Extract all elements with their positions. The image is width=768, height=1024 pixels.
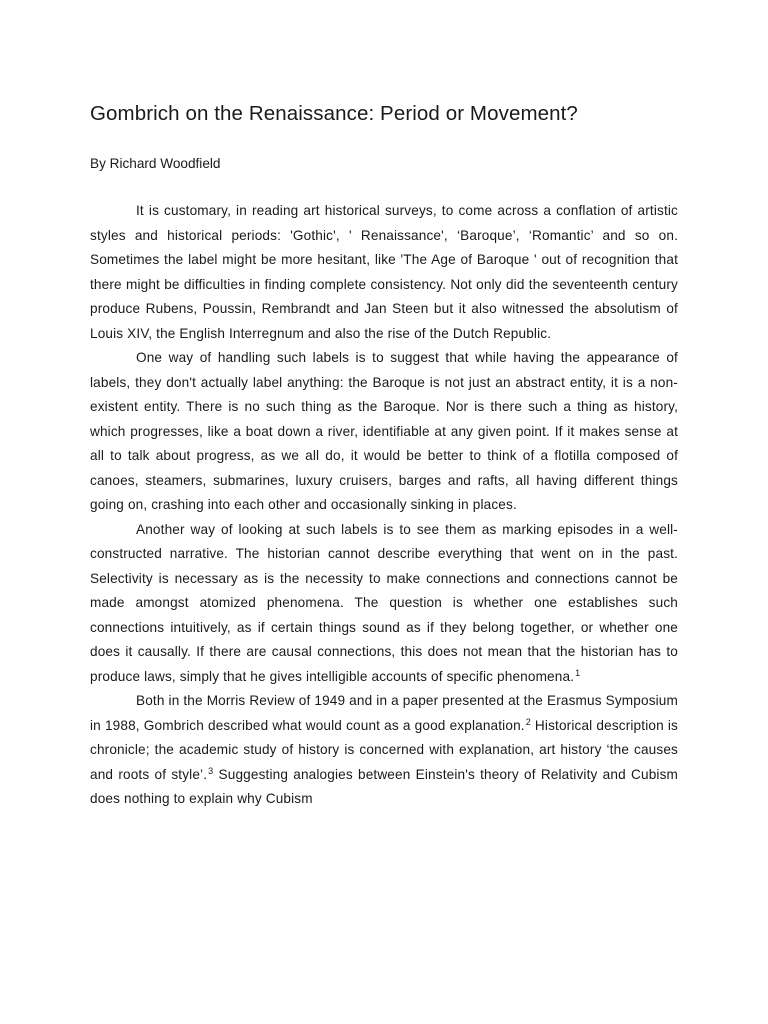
footnote-marker: 2 [525,716,531,727]
document-page [90,98,678,812]
body-text [90,199,678,812]
paragraph-text: Both in the Morris Review of 1949 and in a paper presented at the Erasmus Symposium in 1988, Gombrich described what would count as a good explanation. [90,693,678,733]
body-paragraph [90,346,678,518]
body-paragraph [90,518,678,690]
paragraph-text: Suggesting analogies between Einstein's theory of Relativity and Cubism does nothing to explain why Cubism [90,766,678,806]
paragraph-text: Another way of looking at such labels is to see them as marking episodes in a well-constructed narrative. The historian cannot describe everything that went on in the past. Selectivity is necessary as is the necessity to make connections and connections cannot be made amongst atomized phenomena. The question is whether one establishes such connections intuitively, as if certain things sound as if they belong together, or whether one does it causally. If there are causal connections, this does not mean that the historian has to produce laws, simply that he gives intelligible accounts of specific phenomena. [90,521,678,684]
body-paragraph [90,689,678,812]
footnote-marker: 3 [208,765,214,776]
paragraph-text: It is customary, in reading art historical surveys, to come across a conflation of artistic styles and historical periods: 'Gothic', ' Renaissance', ‘Baroque’, ‘Romantic’ and so on. Sometimes the label might be more hesitant, like 'The Age of Baroque ' out of recognition that there might be difficulties in finding complete consistency. Not only did the seventeenth century produce Rubens, Poussin, Rembrandt and Jan Steen but it also witnessed the absolutism of Louis XIV, the English Interregnum and also the rise of the Dutch Republic. [90,203,678,341]
paragraph-text: One way of handling such labels is to suggest that while having the appearance of labels, they don't actually label anything: the Baroque is not just an abstract entity, it is a non-existent entity. There is no such thing as the Baroque. Nor is there such a thing as history, which progresses, like a boat down a river, identifiable at any given point. If it makes sense at all to talk about progress, as we all do, it would be better to think of a flotilla composed of canoes, steamers, submarines, luxury cruisers, barges and rafts, all having different things going on, crashing into each other and occasionally sinking in places. [90,350,678,512]
paragraph-text: Historical description is chronicle; the academic study of history is concerned with explanation, art history ‘the causes and roots of style’. [90,717,678,782]
author-byline: By Richard Woodfield [90,156,221,171]
document-title: Gombrich on the Renaissance: Period or Movement? [90,102,578,125]
body-paragraph [90,199,678,346]
footnote-marker: 1 [575,667,581,678]
